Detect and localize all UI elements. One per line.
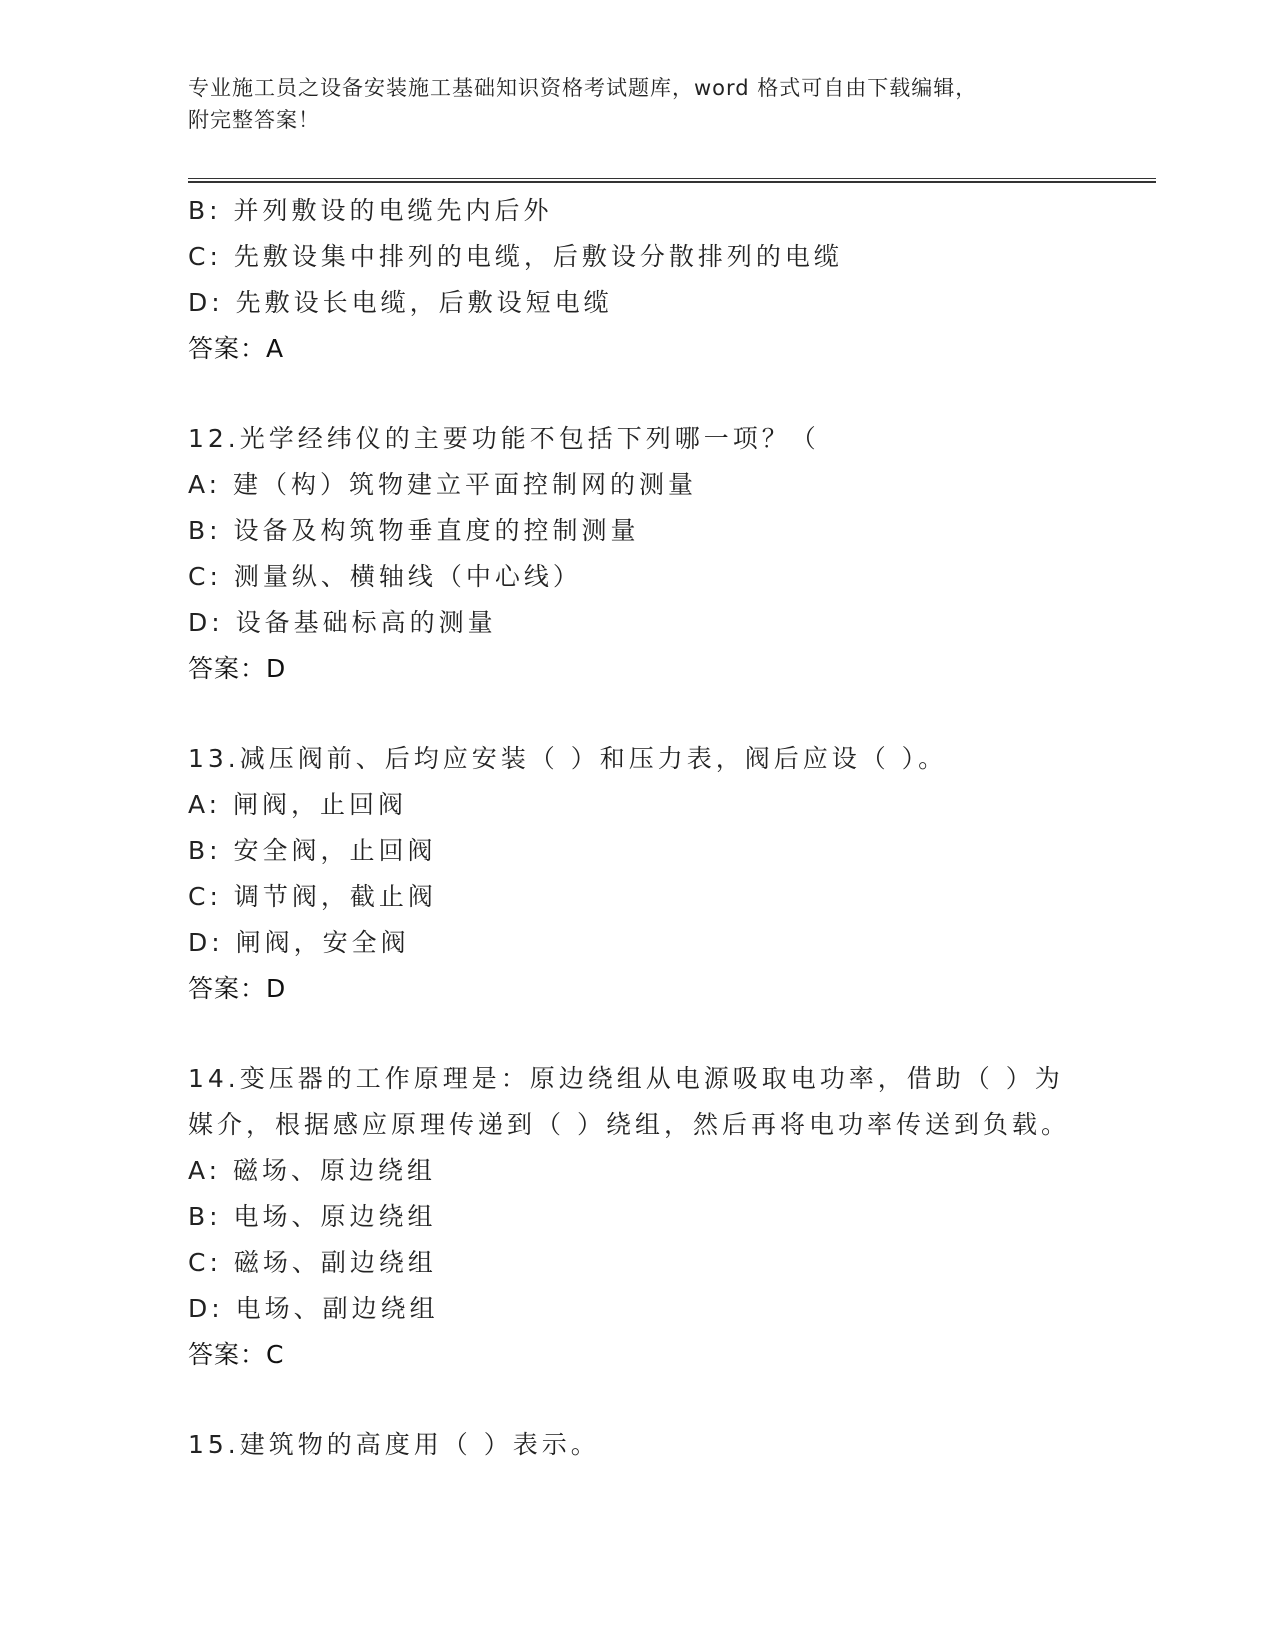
question-13 xyxy=(188,736,1088,1012)
option-d: D: 设备基础标高的测量 xyxy=(188,608,497,637)
document-header xyxy=(188,72,1088,136)
header-line-2: 附完整答案！ xyxy=(188,108,320,132)
header-line-1: 专业施工员之设备安装施工基础知识资格考试题库，word 格式可自由下载编辑， xyxy=(188,76,978,100)
option-c: C: 磁场、副边绕组 xyxy=(188,1248,437,1277)
option-d: D: 先敷设长电缆，后敷设短电缆 xyxy=(188,288,613,317)
option-b: B: 设备及构筑物垂直度的控制测量 xyxy=(188,516,640,545)
option-c: C: 测量纵、横轴线（中心线） xyxy=(188,562,582,591)
option-b: B: 并列敷设的电缆先内后外 xyxy=(188,196,553,225)
question-continued xyxy=(188,188,1088,372)
option-d: D: 电场、副边绕组 xyxy=(188,1294,439,1323)
question-stem-line-1: 14.变压器的工作原理是：原边绕组从电源吸取电功率，借助（ ）为 xyxy=(188,1064,1064,1093)
option-c: C: 调节阀，截止阀 xyxy=(188,882,437,911)
option-a: A: 闸阀，止回阀 xyxy=(188,790,408,819)
answer-line: 答案：D xyxy=(188,654,287,683)
question-list xyxy=(188,188,1088,1468)
header-divider xyxy=(188,178,1156,183)
answer-line: 答案：D xyxy=(188,974,287,1003)
option-c: C: 先敷设集中排列的电缆，后敷设分散排列的电缆 xyxy=(188,242,843,271)
question-stem: 13.减压阀前、后均应安装（ ）和压力表，阀后应设（ ）。 xyxy=(188,744,948,773)
answer-line: 答案：C xyxy=(188,1340,285,1369)
option-a: A: 建（构）筑物建立平面控制网的测量 xyxy=(188,470,698,499)
question-14 xyxy=(188,1056,1088,1378)
option-b: B: 安全阀，止回阀 xyxy=(188,836,437,865)
option-d: D: 闸阀，安全阀 xyxy=(188,928,410,957)
answer-line: 答案：A xyxy=(188,334,285,363)
question-stem: 15.建筑物的高度用（ ）表示。 xyxy=(188,1430,600,1459)
question-12 xyxy=(188,416,1088,692)
question-stem-line-2: 媒介，根据感应原理传递到（ ）绕组，然后再将电功率传送到负载。 xyxy=(188,1110,1070,1139)
option-a: A: 磁场、原边绕组 xyxy=(188,1156,437,1185)
question-stem: 12.光学经纬仪的主要功能不包括下列哪一项？（ xyxy=(188,424,820,453)
option-b: B: 电场、原边绕组 xyxy=(188,1202,437,1231)
question-15 xyxy=(188,1422,1088,1468)
